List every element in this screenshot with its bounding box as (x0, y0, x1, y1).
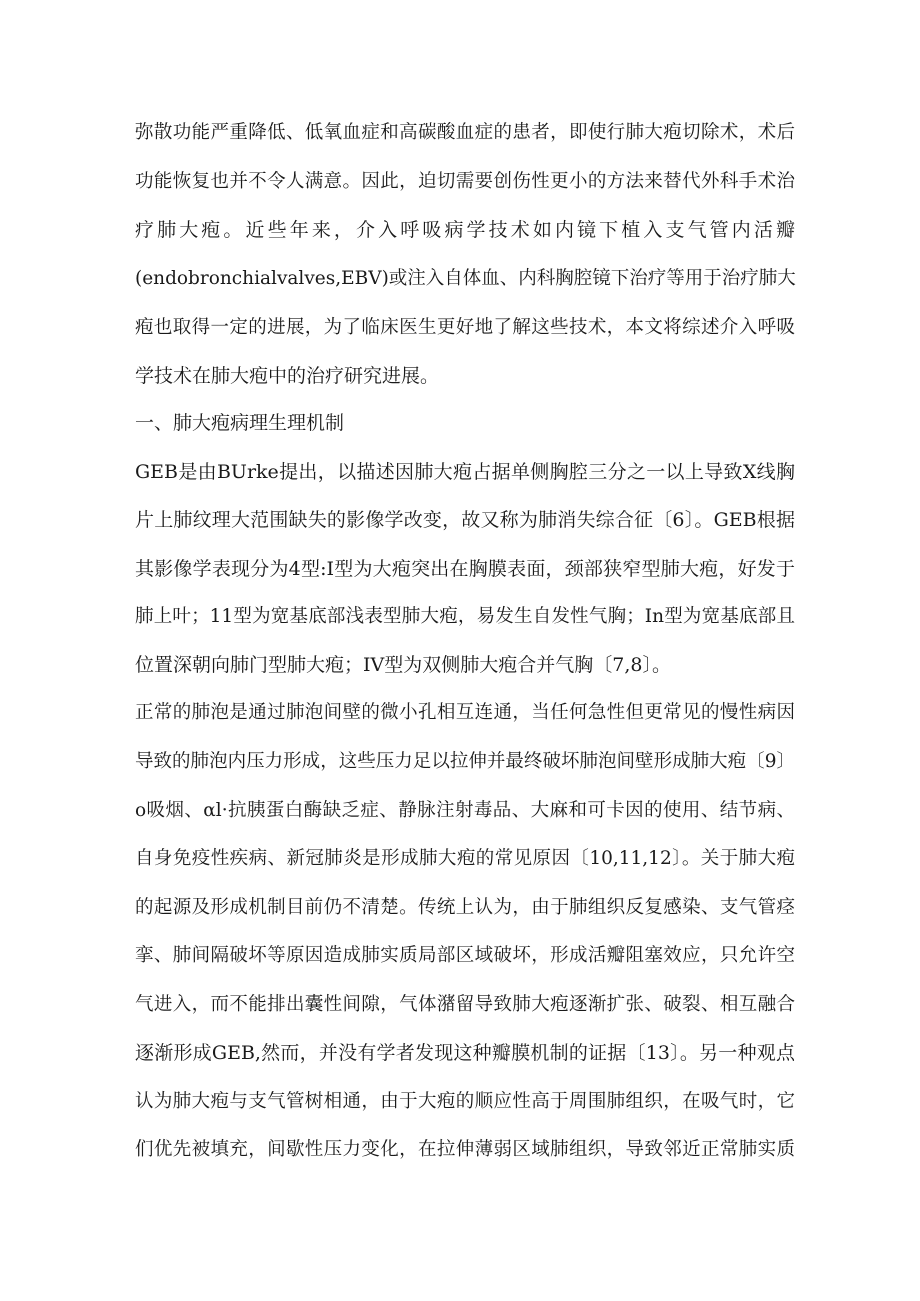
text-line: 弥散功能严重降低、低氧血症和高碳酸血症的患者，即使行肺大疱切除术，术后 (135, 122, 795, 143)
text-line: GEB是由BUrke提出，以描述因肺大疱占据单侧胸腔三分之一以上导致X线胸 (135, 461, 795, 483)
text-line: o吸烟、αl·抗胰蛋白酶缺乏症、静脉注射毒品、大麻和可卡因的使用、结节病、 (135, 800, 795, 821)
text-line: 片上肺纹理大范围缺失的影像学改变，故又称为肺消失综合征〔6〕。GEB根据 (135, 509, 795, 531)
section-heading: 一、肺大疱病理生理机制 (135, 412, 345, 434)
text-line: 逐渐形成GEB,然而，并没有学者发现这种瓣膜机制的证据〔13〕。另一种观点 (135, 1042, 795, 1064)
text-line: 疱也取得一定的进展，为了临床医生更好地了解这些技术，本文将综述介入呼吸 (135, 317, 795, 338)
text-line: 疗肺大疱。近些年来，介入呼吸病学技术如内镜下植入支气管内活瓣 (135, 219, 795, 241)
text-line: 气进入，而不能排出囊性间隙，气体潴留导致肺大疱逐渐扩张、破裂、相互融合 (135, 994, 795, 1015)
text-line: 导致的肺泡内压力形成，这些压力足以拉伸并最终破坏肺泡间壁形成肺大疱〔9〕 (135, 751, 795, 772)
text-line: 位置深朝向肺门型肺大疱；IV型为双侧肺大疱合并气胸〔7,8〕。 (135, 654, 671, 676)
text-line: 肺上叶；11型为宽基底部浅表型肺大疱，易发生自发性气胸；In型为宽基底部且 (135, 606, 795, 627)
text-line: 认为肺大疱与支气管树相通，由于大疱的顺应性高于周围肺组织，在吸气时，它 (135, 1091, 795, 1112)
text-line: 正常的肺泡是通过肺泡间壁的微小孔相互连通，当任何急性但更常见的慢性病因 (135, 702, 795, 723)
text-line: 学技术在肺大疱中的治疗研究进展。 (135, 365, 440, 387)
text-line: 其影像学表现分为4型:I型为大疱突出在胸膜表面，颈部狭窄型肺大疱，好发于 (135, 558, 795, 580)
text-line: 自身免疫性疾病、新冠肺炎是形成肺大疱的常见原因〔10,11,12〕。关于肺大疱 (135, 848, 795, 869)
text-line: 功能恢复也并不令人满意。因此，迫切需要创伤性更小的方法来替代外科手术治 (135, 171, 795, 192)
text-line: (endobronchialvalves,EBV)或注入自体血、内科胸腔镜下治疗等用于治疗肺大 (135, 268, 796, 289)
text-line: 的起源及形成机制目前仍不清楚。传统上认为，由于肺组织反复感染、支气管痉 (135, 897, 795, 918)
text-line: 挛、肺间隔破坏等原因造成肺实质局部区域破坏，形成活瓣阻塞效应，只允许空 (135, 945, 795, 966)
text-line: 们优先被填充，间歇性压力变化，在拉伸薄弱区域肺组织，导致邻近正常肺实质 (135, 1139, 795, 1160)
